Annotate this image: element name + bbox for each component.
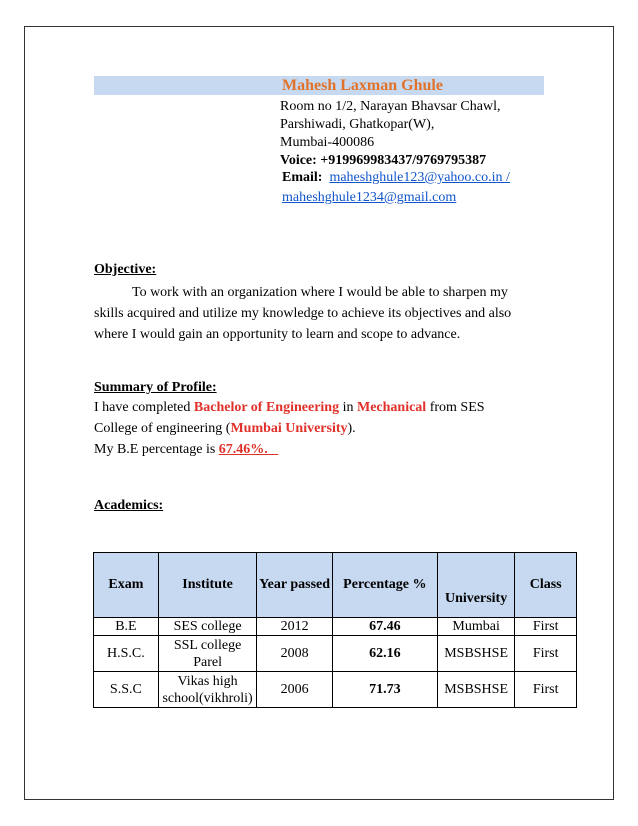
cell-exam: B.E bbox=[94, 618, 159, 636]
email-label: Email: bbox=[282, 170, 323, 185]
summary-text-5: ). bbox=[347, 421, 356, 436]
academics-table bbox=[93, 552, 577, 708]
cell-university: Mumbai bbox=[437, 618, 514, 636]
address-block bbox=[280, 98, 500, 170]
cell-year: 2008 bbox=[257, 636, 332, 672]
cell-percentage: 71.73 bbox=[332, 672, 437, 708]
cell-class: First bbox=[515, 618, 577, 636]
objective-heading: Objective: bbox=[94, 262, 157, 277]
summary-heading: Summary of Profile: bbox=[94, 380, 217, 395]
cell-institute: Vikas high school(vikhroli) bbox=[158, 672, 257, 708]
be-percentage: 67.46%. bbox=[218, 442, 279, 457]
table-row bbox=[94, 672, 577, 708]
phone-numbers: Voice: +919969983437/9769795387 bbox=[280, 153, 487, 168]
table-row bbox=[94, 636, 577, 672]
cell-institute: SES college bbox=[158, 618, 257, 636]
cell-year: 2012 bbox=[257, 618, 332, 636]
summary-text-4: College of engineering ( bbox=[94, 421, 231, 436]
table-row bbox=[94, 618, 577, 636]
summary-text-3: from SES bbox=[426, 400, 485, 415]
col-exam: Exam bbox=[94, 553, 159, 618]
summary-text-2: in bbox=[339, 400, 357, 415]
candidate-name: Mahesh Laxman Ghule bbox=[282, 77, 443, 94]
cell-class: First bbox=[515, 636, 577, 672]
cell-year: 2006 bbox=[257, 672, 332, 708]
email-block bbox=[282, 168, 510, 208]
cell-exam: S.S.C bbox=[94, 672, 159, 708]
cell-percentage: 62.16 bbox=[332, 636, 437, 672]
cell-percentage: 67.46 bbox=[332, 618, 437, 636]
objective-line-3: where I would gain an opportunity to learn and scope to advance. bbox=[94, 327, 461, 342]
cell-class: First bbox=[515, 672, 577, 708]
col-year: Year passed bbox=[257, 553, 332, 618]
objective-text bbox=[94, 282, 544, 345]
cell-institute: SSL college Parel bbox=[158, 636, 257, 672]
degree-name: Bachelor of Engineering bbox=[193, 400, 340, 415]
summary-text-1: I have completed bbox=[94, 400, 194, 415]
cell-university: MSBSHSE bbox=[437, 672, 514, 708]
table-header-row bbox=[94, 553, 577, 618]
objective-line-1: To work with an organization where I would be able to sharpen my bbox=[132, 285, 508, 300]
email-link-yahoo[interactable]: maheshghule123@yahoo.co.in / bbox=[329, 170, 510, 185]
address-line-1: Room no 1/2, Narayan Bhavsar Chawl, bbox=[280, 99, 501, 114]
summary-text-6: My B.E percentage is bbox=[94, 442, 219, 457]
col-university: University bbox=[437, 553, 514, 618]
email-link-gmail[interactable]: maheshghule1234@gmail.com bbox=[282, 190, 457, 205]
cell-university: MSBSHSE bbox=[437, 636, 514, 672]
col-institute: Institute bbox=[158, 553, 257, 618]
cell-exam: H.S.C. bbox=[94, 636, 159, 672]
address-line-2: Parshiwadi, Ghatkopar(W), bbox=[280, 117, 435, 132]
summary-text bbox=[94, 397, 544, 460]
branch-name: Mechanical bbox=[356, 400, 427, 415]
col-percentage: Percentage % bbox=[332, 553, 437, 618]
address-line-3: Mumbai-400086 bbox=[280, 135, 375, 150]
objective-line-2: skills acquired and utilize my knowledge to achieve its objectives and also bbox=[94, 306, 512, 321]
university-name: Mumbai University bbox=[230, 421, 348, 436]
academics-heading: Academics: bbox=[94, 498, 164, 513]
col-class: Class bbox=[515, 553, 577, 618]
